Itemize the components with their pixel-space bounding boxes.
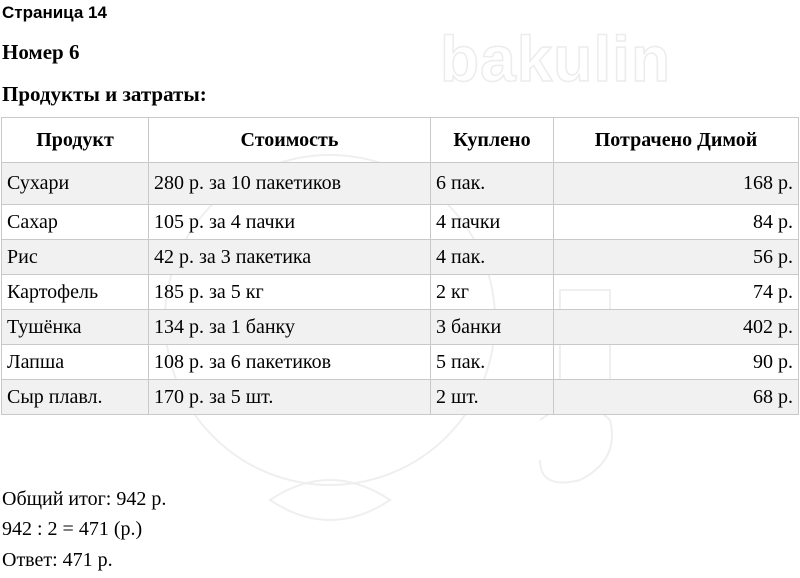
cell-product: Тушёнка: [2, 310, 149, 345]
cell-product: Картофель: [2, 275, 149, 310]
cell-product: Сахар: [2, 205, 149, 240]
table-row: [2, 240, 799, 275]
watermark-text: bakulin: [440, 23, 672, 95]
table-row: [2, 345, 799, 380]
cell-product: Рис: [2, 240, 149, 275]
cell-cost: 280 р. за 10 пакетиков: [149, 163, 431, 205]
table-row: [2, 275, 799, 310]
table-row: [2, 310, 799, 345]
table-row: [2, 380, 799, 415]
cell-cost: 108 р. за 6 пакетиков: [149, 345, 431, 380]
products-table: [1, 117, 799, 415]
cell-spent: 74 р.: [554, 275, 799, 310]
cell-spent: 90 р.: [554, 345, 799, 380]
cell-product: Лапша: [2, 345, 149, 380]
calculation-line: 942 : 2 = 471 (р.): [2, 518, 143, 540]
cell-bought: 6 пак.: [431, 163, 554, 205]
answer-line: Ответ: 471 р.: [2, 549, 113, 571]
task-number: Номер 6: [2, 40, 80, 64]
cell-spent: 84 р.: [554, 205, 799, 240]
table-title: Продукты и затраты:: [2, 82, 207, 106]
cell-bought: 5 пак.: [431, 345, 554, 380]
table-row: [2, 205, 799, 240]
cell-product: Сыр плавл.: [2, 380, 149, 415]
cell-spent: 402 р.: [554, 310, 799, 345]
table-header-row: [2, 118, 799, 163]
cell-bought: 3 банки: [431, 310, 554, 345]
page-label: Страница 14: [2, 3, 107, 22]
total-line: Общий итог: 942 р.: [2, 488, 167, 510]
cell-cost: 185 р. за 5 кг: [149, 275, 431, 310]
cell-spent: 68 р.: [554, 380, 799, 415]
header-cost: Стоимость: [149, 118, 431, 163]
cell-spent: 56 р.: [554, 240, 799, 275]
header-product: Продукт: [2, 118, 149, 163]
cell-cost: 134 р. за 1 банку: [149, 310, 431, 345]
cell-bought: 2 шт.: [431, 380, 554, 415]
header-spent: Потрачено Димой: [554, 118, 799, 163]
cell-spent: 168 р.: [554, 163, 799, 205]
cell-cost: 170 р. за 5 шт.: [149, 380, 431, 415]
cell-product: Сухари: [2, 163, 149, 205]
cell-bought: 4 пак.: [431, 240, 554, 275]
cell-cost: 105 р. за 4 пачки: [149, 205, 431, 240]
cell-bought: 4 пачки: [431, 205, 554, 240]
table-row: [2, 163, 799, 205]
cell-bought: 2 кг: [431, 275, 554, 310]
cell-cost: 42 р. за 3 пакетика: [149, 240, 431, 275]
header-bought: Куплено: [431, 118, 554, 163]
